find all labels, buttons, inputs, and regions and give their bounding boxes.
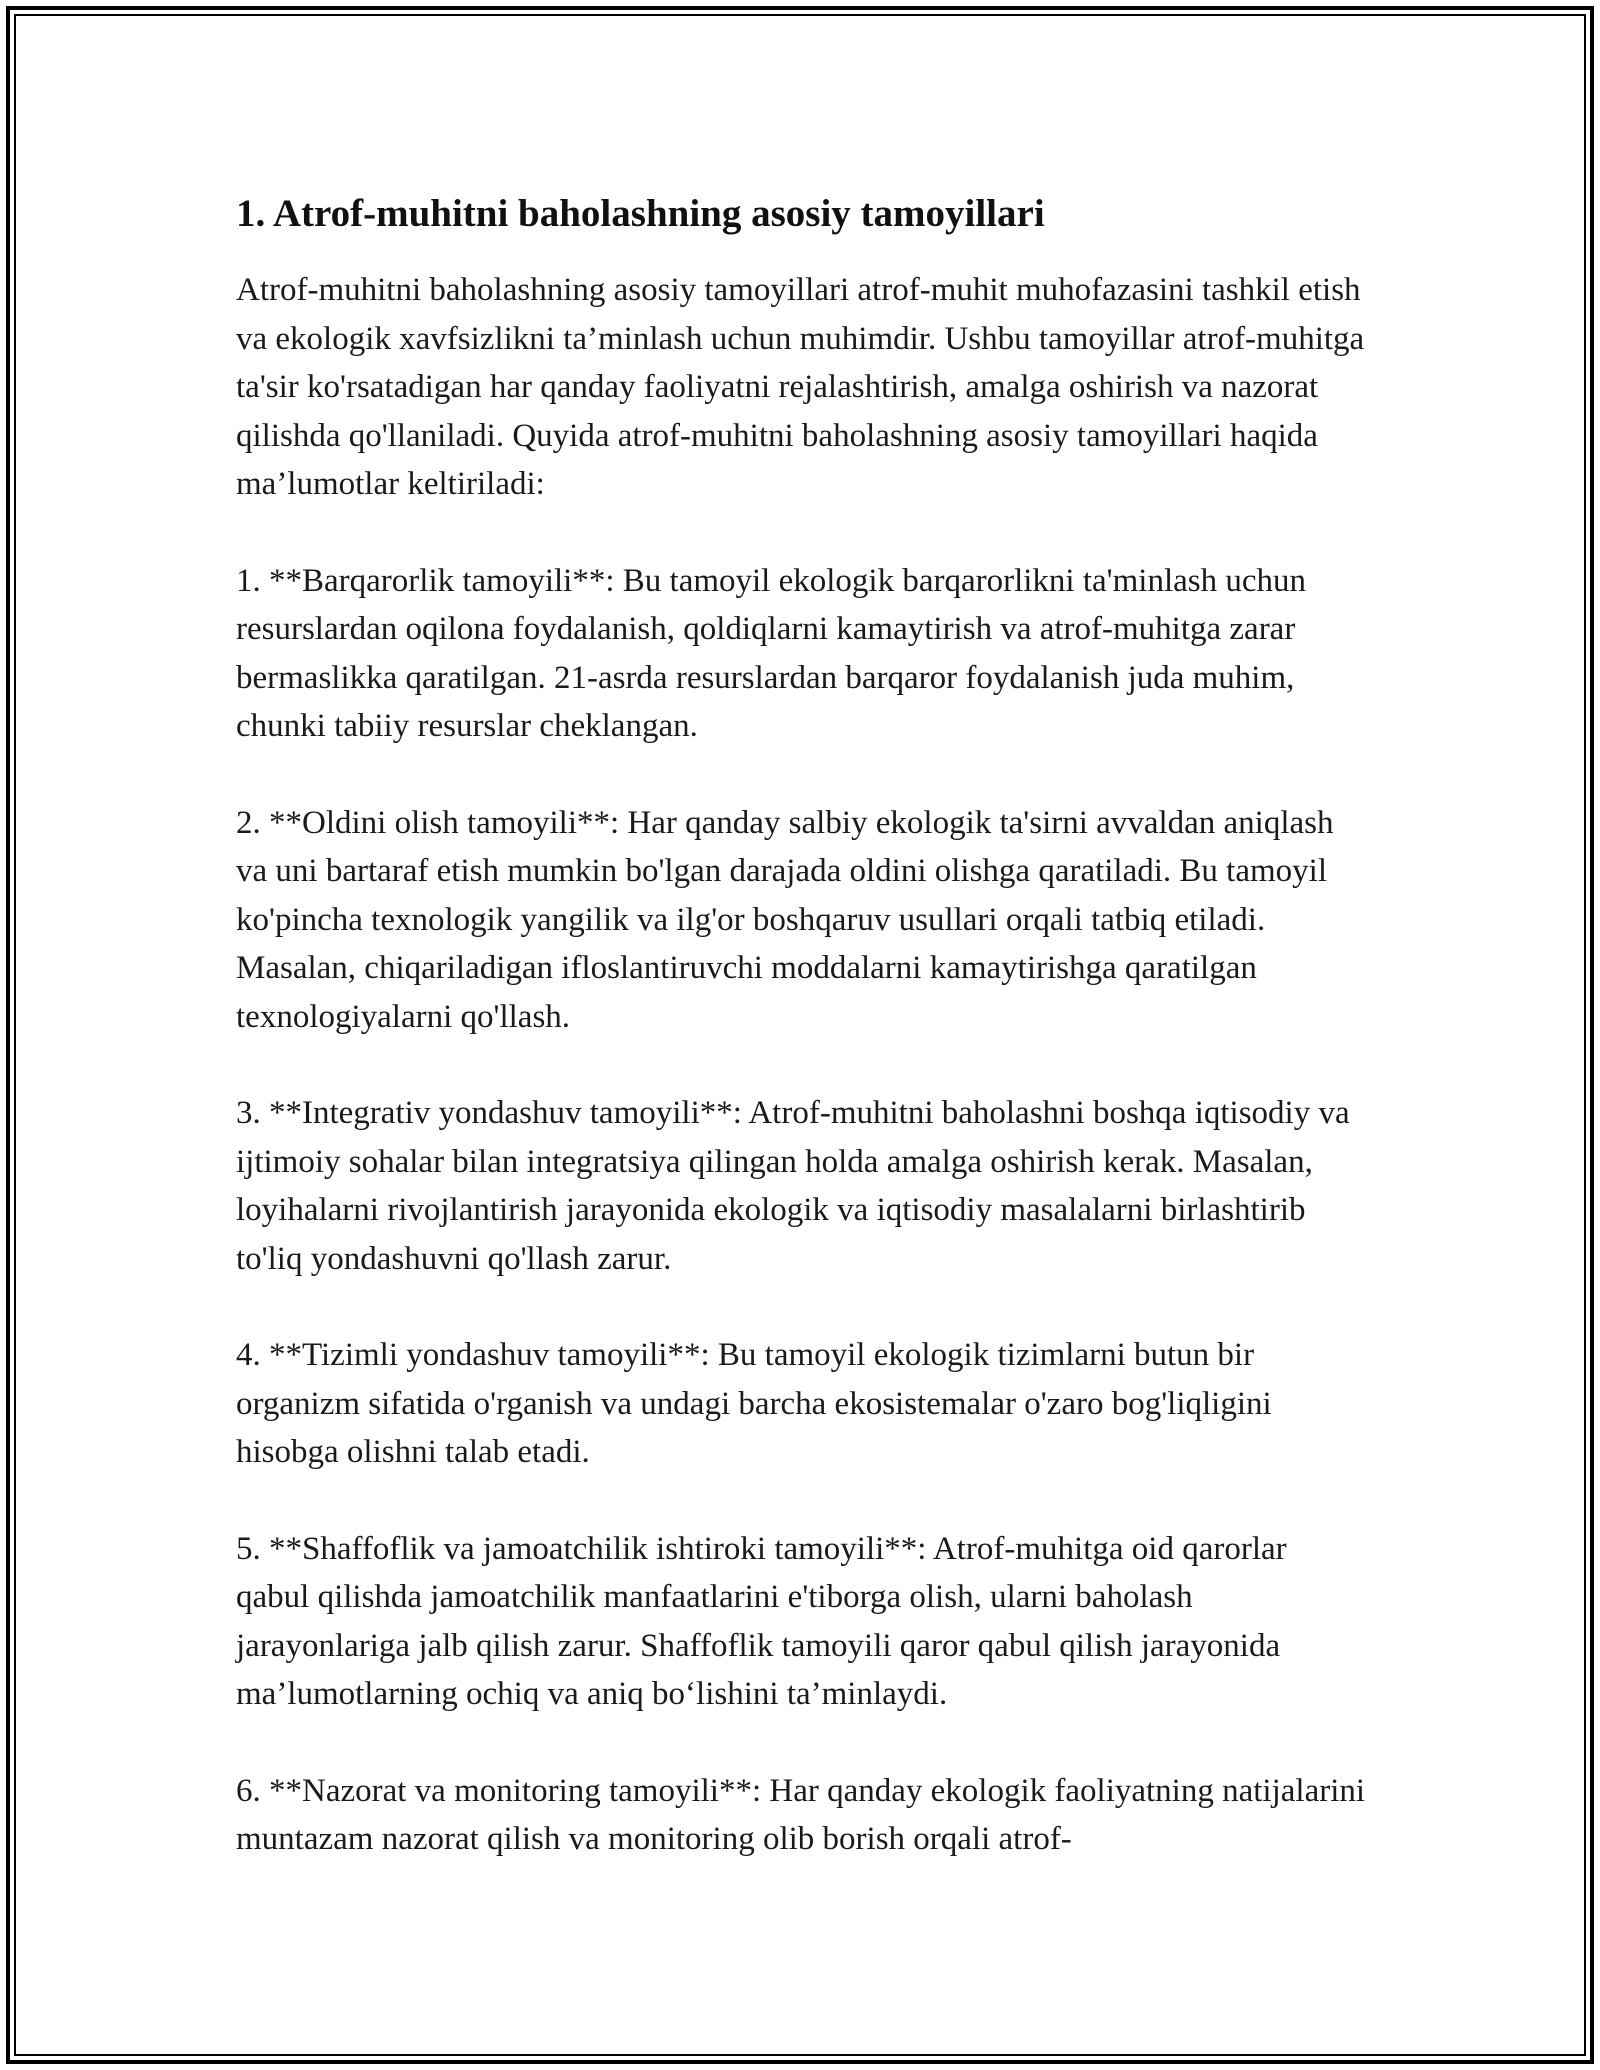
- principle-integrative-paragraph: 3. **Integrativ yondashuv tamoyili**: Atrof-muhitni baholashni boshqa iqtisodiy va ijtimoiy sohalar bilan integratsiya qilingan holda amalga oshirish kerak. Masalan, loyihalarni rivojlantirish jarayonida ekologik va iqtisodiy masalalarni birlashtirib to'liq yondashuvni qo'llash zarur.: [236, 1095, 1350, 1277]
- section-heading: 1. Atrof-muhitni baholashning asosiy tamoyillari: [236, 192, 1045, 235]
- principle-sustainability-paragraph: 1. **Barqarorlik tamoyili**: Bu tamoyil ekologik barqarorlikni ta'minlash uchun resurslardan oqilona foydalanish, qoldiqlarni kamaytirish va atrof-muhitga zarar bermaslikka qaratilgan. 21-asrda resurslardan barqaror foydalanish juda muhim, chunki tabiiy resurslar cheklangan.: [236, 562, 1307, 744]
- principle-transparency-paragraph: 5. **Shaffoflik va jamoatchilik ishtiroki tamoyili**: Atrof-muhitga oid qarorlar qabul qilishda jamoatchilik manfaatlarini e'tiborga olish, ularni baholash jarayonlariga jalb qilish zarur. Shaffoflik tamoyili qaror qabul qilish jarayonida ma’lumotlarning ochiq va aniq bo‘lishini ta’minlaydi.: [236, 1530, 1287, 1712]
- document-body: [236, 186, 1366, 1912]
- principle-monitoring-paragraph: 6. **Nazorat va monitoring tamoyili**: Har qanday ekologik faoliyatning natijalarini muntazam nazorat qilish va monitoring olib borish orqali atrof-: [236, 1772, 1366, 1857]
- intro-paragraph: Atrof-muhitni baholashning asosiy tamoyillari atrof-muhit muhofazasini tashkil etish va ekologik xavfsizlikni ta’minlash uchun muhimdir. Ushbu tamoyillar atrof-muhitga ta'sir ko'rsatadigan har qanday faoliyatni rejalashtirish, amalga oshirish va nazorat qilishda qo'llaniladi. Quyida atrof-muhitni baholashning asosiy tamoyillari haqida ma’lumotlar keltiriladi:: [236, 272, 1365, 502]
- principle-prevention-paragraph: 2. **Oldini olish tamoyili**: Har qanday salbiy ekologik ta'sirni avvaldan aniqlash va uni bartaraf etish mumkin bo'lgan darajada oldini olishga qaratiladi. Bu tamoyil ko'pincha texnologik yangilik va ilg'or boshqaruv usullari orqali tatbiq etiladi. Masalan, chiqariladigan ifloslantiruvchi moddalarni kamaytirishga qaratilgan texnologiyalarni qo'llash.: [236, 804, 1334, 1035]
- principle-systemic-paragraph: 4. **Tizimli yondashuv tamoyili**: Bu tamoyil ekologik tizimlarni butun bir organizm sifatida o'rganish va undagi barcha ekosistemalar o'zaro bog'liqligini hisobga olishni talab etadi.: [236, 1337, 1272, 1470]
